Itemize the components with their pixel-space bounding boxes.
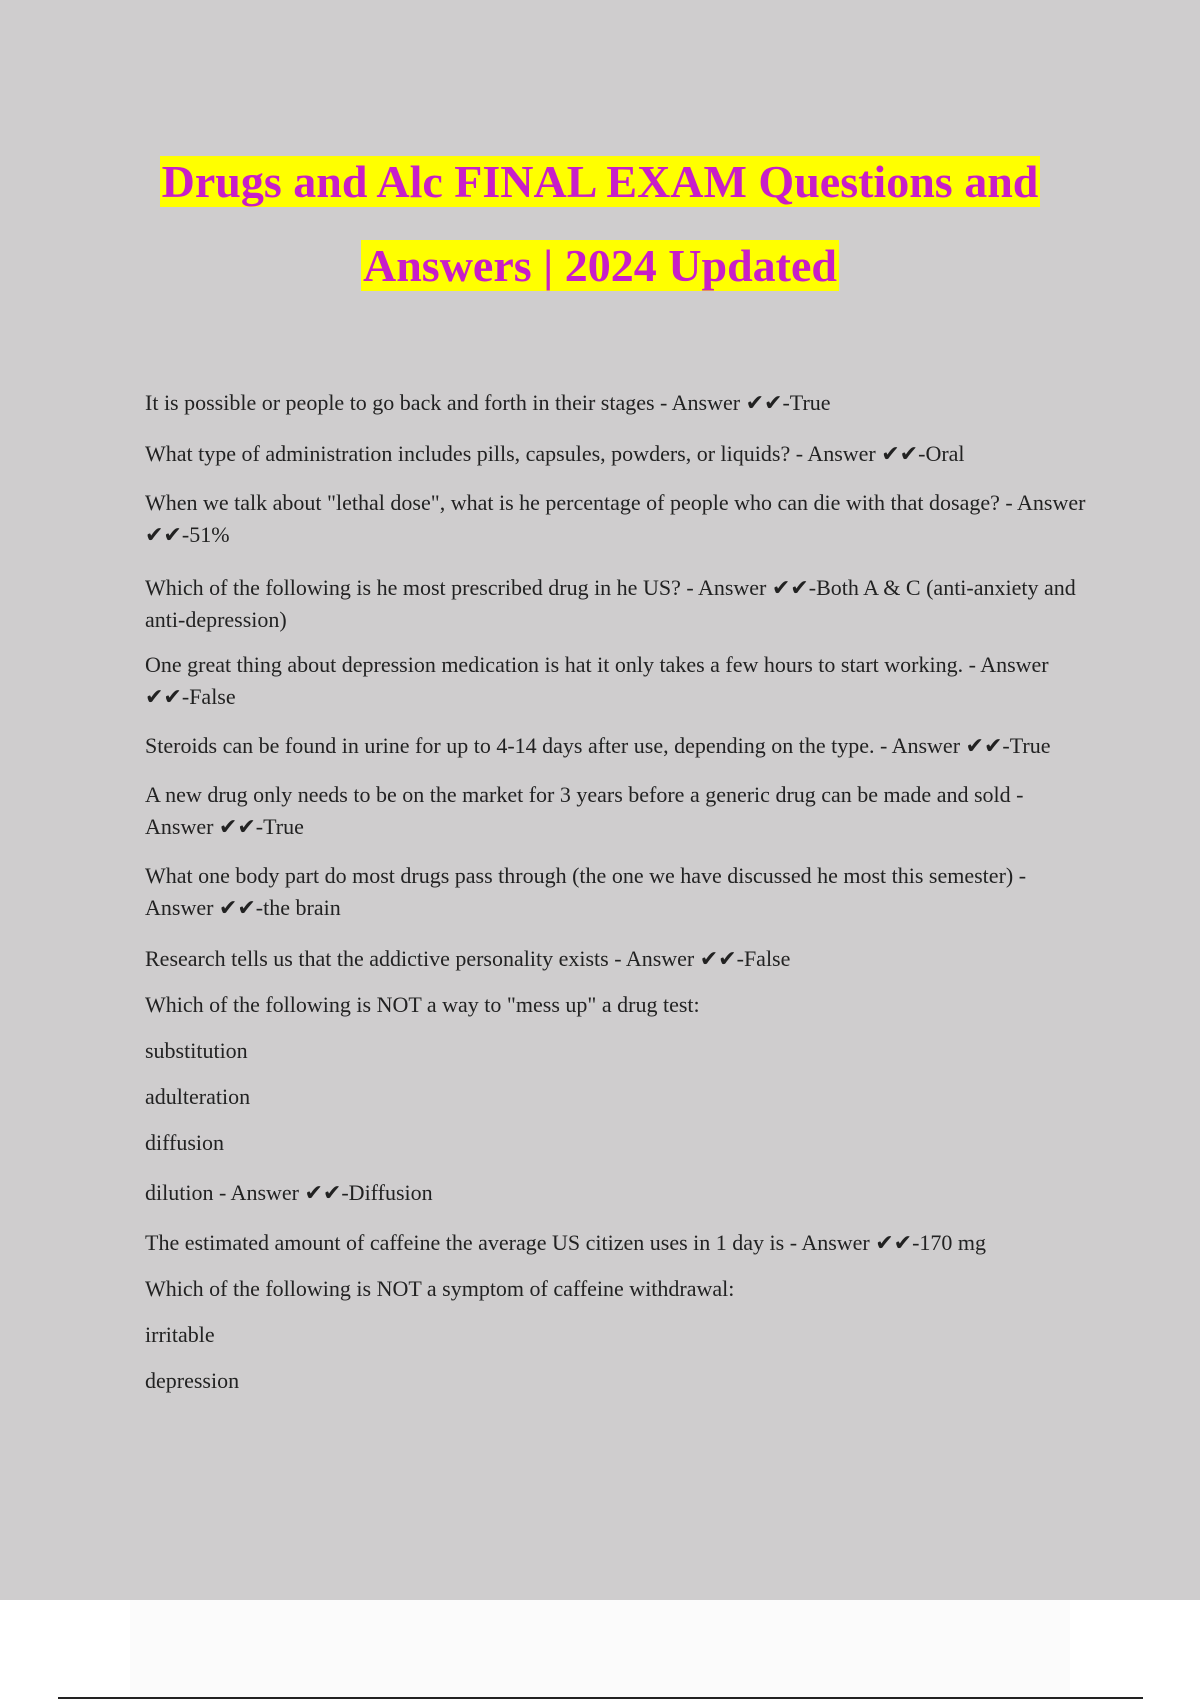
qa-option: substitution	[145, 1038, 248, 1063]
qa-item: What type of administration includes pills, capsules, powders, or liquids? - Answer ✔✔-Oral	[145, 441, 965, 466]
qa-item: One great thing about depression medication is hat it only takes a few hours to start working. - Answer ✔✔-False	[145, 652, 1049, 709]
qa-list	[145, 387, 1095, 1397]
qa-item: A new drug only needs to be on the market for 3 years before a generic drug can be made and sold - Answer ✔✔-True	[145, 782, 1024, 839]
title-line-1: Drugs and Alc FINAL EXAM Questions and	[161, 156, 1039, 207]
document-title	[0, 140, 1200, 308]
title-line-2: Answers | 2024 Updated	[363, 240, 837, 291]
qa-item: Which of the following is he most prescribed drug in he US? - Answer ✔✔-Both A & C (anti-anxiety and anti-depression)	[145, 575, 1076, 632]
qa-item: It is possible or people to go back and forth in their stages - Answer ✔✔-True	[145, 390, 831, 415]
qa-option: adulteration	[145, 1084, 251, 1109]
page-footer-area	[0, 1600, 1200, 1700]
qa-item: Which of the following is NOT a way to "mess up" a drug test:	[145, 992, 700, 1017]
qa-item: Steroids can be found in urine for up to 4-14 days after use, depending on the type. - Answer ✔✔-True	[145, 733, 1051, 758]
qa-option: diffusion	[145, 1130, 225, 1155]
footer-panel	[130, 1600, 1070, 1698]
qa-item: Research tells us that the addictive personality exists - Answer ✔✔-False	[145, 946, 791, 971]
qa-item: dilution - Answer ✔✔-Diffusion	[145, 1180, 433, 1205]
qa-item: When we talk about "lethal dose", what is he percentage of people who can die with that dosage? - Answer ✔✔-51%	[145, 490, 1086, 547]
footer-divider	[58, 1697, 1143, 1699]
qa-option: irritable	[145, 1322, 215, 1347]
qa-option: depression	[145, 1368, 240, 1393]
qa-item: The estimated amount of caffeine the average US citizen uses in 1 day is - Answer ✔✔-170 mg	[145, 1230, 987, 1255]
qa-item: What one body part do most drugs pass through (the one we have discussed he most this semester) - Answer ✔✔-the brain	[145, 863, 1027, 920]
qa-item: Which of the following is NOT a symptom of caffeine withdrawal:	[145, 1276, 735, 1301]
